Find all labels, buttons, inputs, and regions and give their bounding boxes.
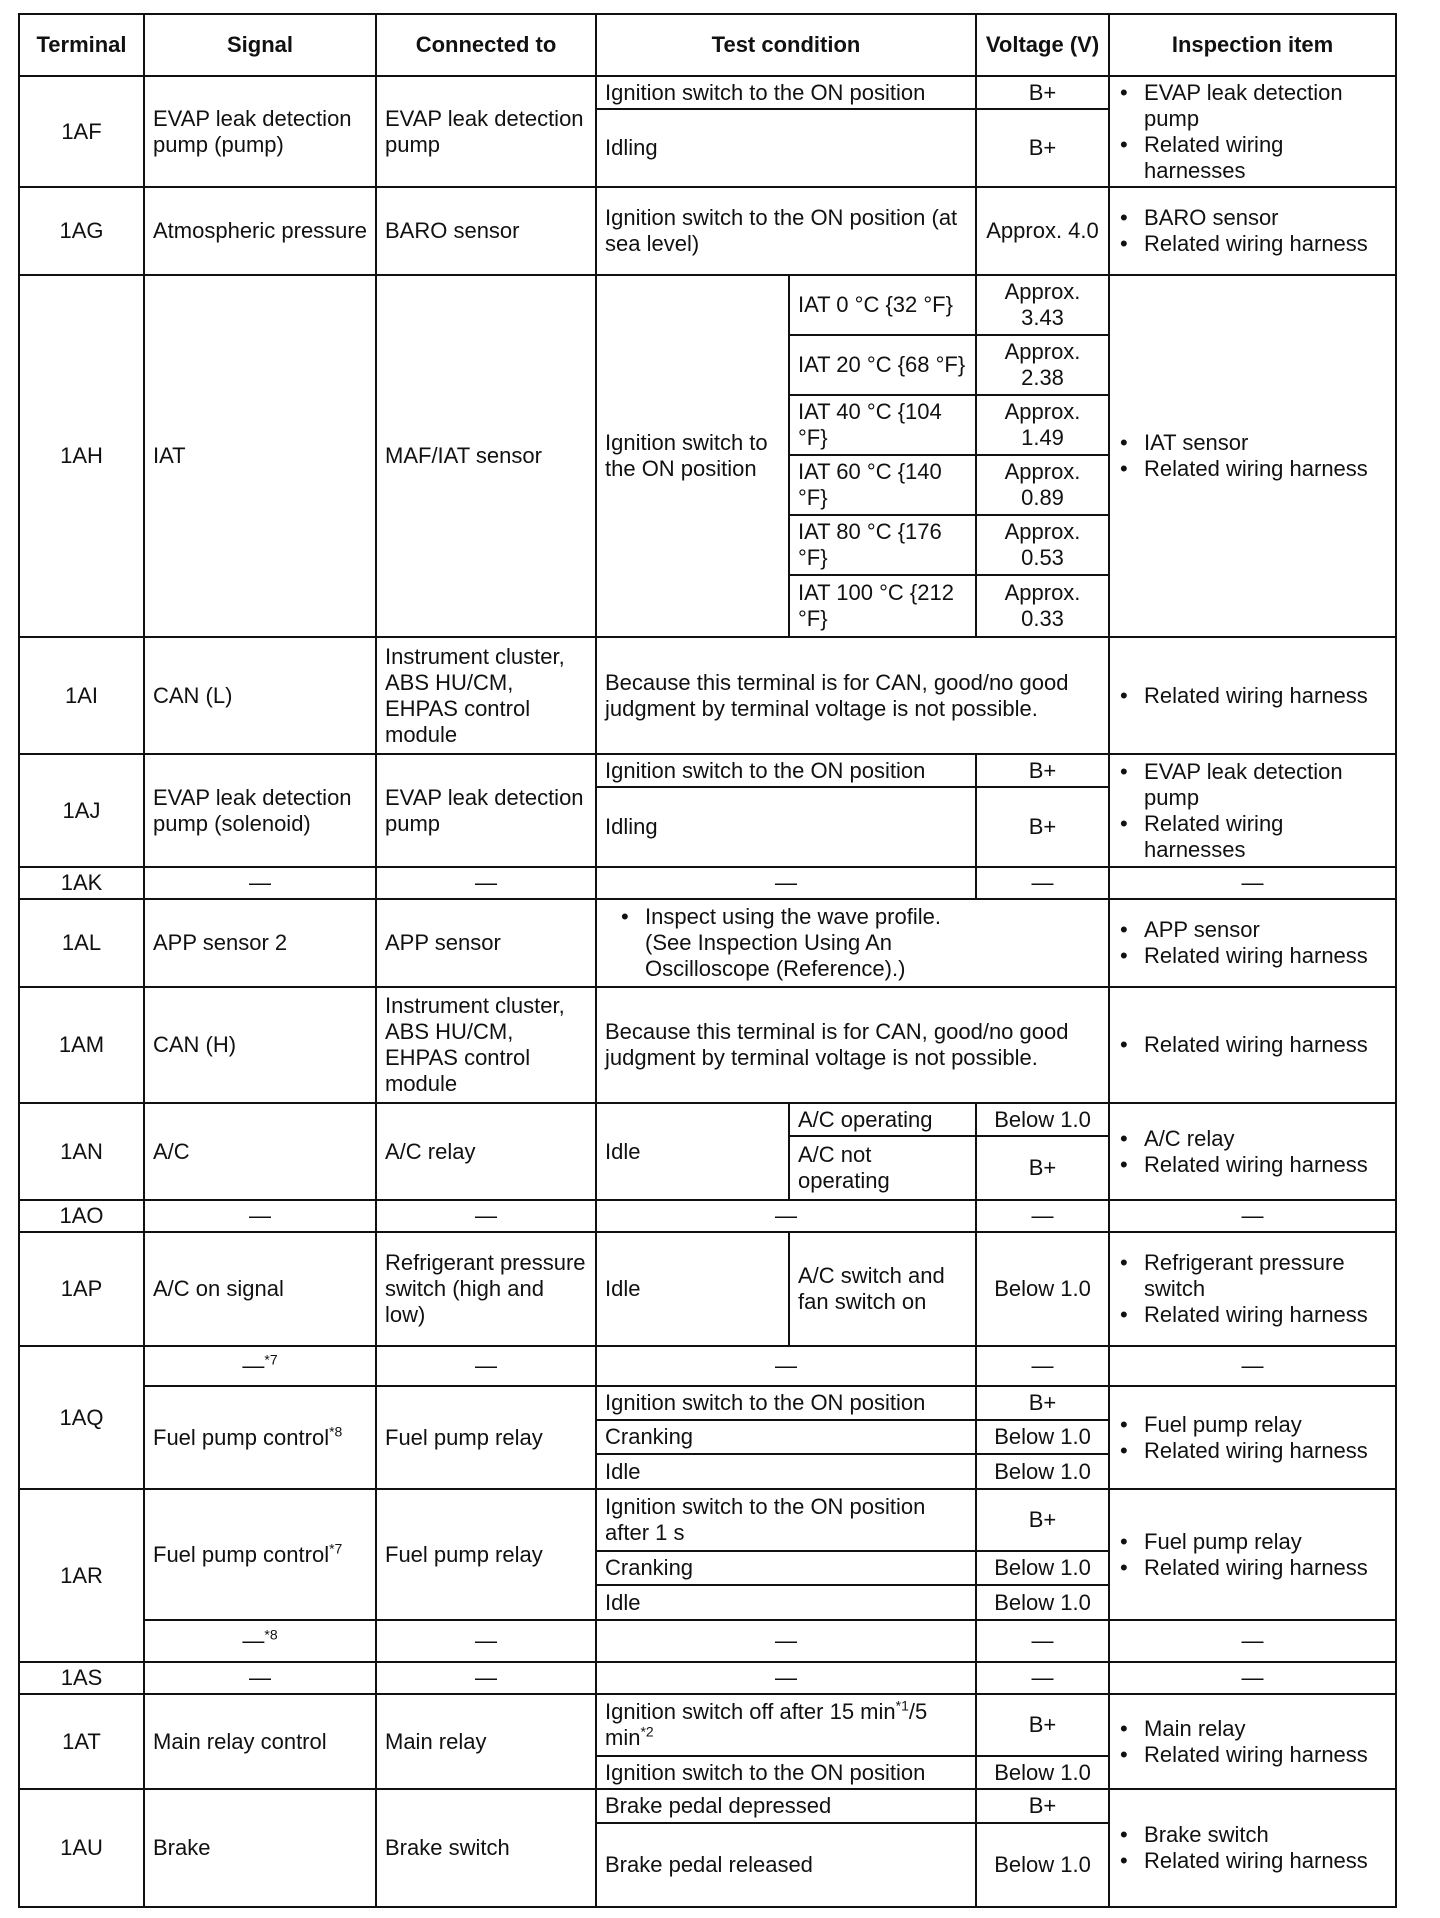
header-row bbox=[19, 14, 1396, 76]
terminal-cell: 1AL bbox=[19, 899, 144, 987]
connected-to-cell: — bbox=[376, 1346, 596, 1386]
signal-cell bbox=[144, 1620, 376, 1662]
condition-cell: — bbox=[596, 1346, 976, 1386]
signal-cell: CAN (L) bbox=[144, 637, 376, 754]
connected-to-cell: BARO sensor bbox=[376, 187, 596, 275]
signal-cell: CAN (H) bbox=[144, 987, 376, 1103]
connected-to-cell: Instrument cluster, ABS HU/CM, EHPAS control module bbox=[376, 987, 596, 1103]
condition-cell bbox=[596, 1694, 976, 1756]
inspection-cell bbox=[1109, 754, 1396, 867]
inspection-item: • APP sensor bbox=[1144, 917, 1387, 943]
signal-cell bbox=[144, 1489, 376, 1620]
inspection-cell bbox=[1109, 1232, 1396, 1346]
footnote-ref: *7 bbox=[264, 1351, 278, 1368]
voltage-cell: B+ bbox=[976, 1386, 1109, 1420]
subcondition-cell: IAT 20 °C {68 °F} bbox=[789, 335, 976, 395]
signal-cell: — bbox=[144, 867, 376, 899]
voltage-cell: B+ bbox=[976, 1789, 1109, 1823]
signal-cell: EVAP leak detection pump (pump) bbox=[144, 76, 376, 187]
terminal-cell: 1AR bbox=[19, 1489, 144, 1662]
condition-cell: Brake pedal depressed bbox=[596, 1789, 976, 1823]
header-signal: Signal bbox=[144, 14, 376, 76]
connected-to-cell: Instrument cluster, ABS HU/CM, EHPAS control module bbox=[376, 637, 596, 754]
condition-cell: Ignition switch to the ON position after 1 s bbox=[596, 1489, 976, 1551]
inspection-item: • Related wiring harness bbox=[1144, 1302, 1387, 1328]
inspection-item: • Related wiring harness bbox=[1144, 1438, 1387, 1464]
header-terminal: Terminal bbox=[19, 14, 144, 76]
signal-cell: APP sensor 2 bbox=[144, 899, 376, 987]
voltage-cell: Below 1.0 bbox=[976, 1232, 1109, 1346]
inspection-cell bbox=[1109, 899, 1396, 987]
inspection-item: • Brake switch bbox=[1144, 1822, 1387, 1848]
signal-text: Fuel pump control bbox=[153, 1424, 330, 1450]
table-row bbox=[19, 754, 1396, 787]
inspection-cell bbox=[1109, 637, 1396, 754]
inspection-item: • Related wiring harness bbox=[1144, 231, 1387, 257]
inspection-item: • Related wiring harnesses bbox=[1144, 132, 1387, 184]
connected-to-cell: — bbox=[376, 1620, 596, 1662]
connected-to-cell: EVAP leak detection pump bbox=[376, 754, 596, 867]
terminal-cell: 1AP bbox=[19, 1232, 144, 1346]
voltage-cell: B+ bbox=[976, 1136, 1109, 1200]
inspection-cell: — bbox=[1109, 1346, 1396, 1386]
inspection-cell bbox=[1109, 987, 1396, 1103]
table-row bbox=[19, 1346, 1396, 1386]
inspection-item: • Related wiring harness bbox=[1144, 683, 1387, 709]
voltage-cell: Approx. 0.33 bbox=[976, 575, 1109, 637]
inspection-cell: — bbox=[1109, 1662, 1396, 1694]
inspection-item: • Related wiring harness bbox=[1144, 1152, 1387, 1178]
connected-to-cell: MAF/IAT sensor bbox=[376, 275, 596, 637]
table-row bbox=[19, 1789, 1396, 1823]
inspection-item: • Refrigerant pressure switch bbox=[1144, 1250, 1387, 1302]
subcondition-cell: IAT 100 °C {212 °F} bbox=[789, 575, 976, 637]
condition-cell: — bbox=[596, 1662, 976, 1694]
signal-cell: A/C bbox=[144, 1103, 376, 1200]
subcondition-cell: A/C switch and fan switch on bbox=[789, 1232, 976, 1346]
voltage-cell: — bbox=[976, 1662, 1109, 1694]
voltage-cell: Below 1.0 bbox=[976, 1551, 1109, 1585]
terminal-cell: 1AQ bbox=[19, 1346, 144, 1489]
connected-to-cell: Fuel pump relay bbox=[376, 1489, 596, 1620]
voltage-cell: Approx. 1.49 bbox=[976, 395, 1109, 455]
inspection-item: • BARO sensor bbox=[1144, 205, 1387, 231]
voltage-cell: — bbox=[976, 1200, 1109, 1232]
footnote-ref: *1 bbox=[895, 1697, 909, 1714]
table-row bbox=[19, 1662, 1396, 1694]
inspection-item: • Main relay bbox=[1144, 1716, 1387, 1742]
inspection-item: • Related wiring harness bbox=[1144, 1848, 1387, 1874]
voltage-cell: Below 1.0 bbox=[976, 1103, 1109, 1136]
table-row bbox=[19, 1694, 1396, 1756]
table-row bbox=[19, 1103, 1396, 1136]
condition-item: • Inspect using the wave profile. (See Inspection Using An Oscilloscope (Reference).) bbox=[645, 904, 988, 982]
condition-cell: Brake pedal released bbox=[596, 1823, 976, 1907]
inspection-cell bbox=[1109, 1694, 1396, 1789]
inspection-cell bbox=[1109, 1386, 1396, 1489]
table-row bbox=[19, 637, 1396, 754]
inspection-item: • Related wiring harnesses bbox=[1144, 811, 1387, 863]
inspection-item: • EVAP leak detection pump bbox=[1144, 80, 1387, 132]
condition-cell: Ignition switch to the ON position bbox=[596, 754, 976, 787]
terminal-cell: 1AI bbox=[19, 637, 144, 754]
table-row bbox=[19, 275, 1396, 335]
connected-to-cell: Brake switch bbox=[376, 1789, 596, 1907]
inspection-item: • Fuel pump relay bbox=[1144, 1412, 1387, 1438]
signal-cell: Atmospheric pressure bbox=[144, 187, 376, 275]
condition-cell: Idle bbox=[596, 1454, 976, 1489]
condition-cell: — bbox=[596, 1200, 976, 1232]
voltage-cell: — bbox=[976, 867, 1109, 899]
voltage-cell: Approx. 0.53 bbox=[976, 515, 1109, 575]
voltage-cell: B+ bbox=[976, 787, 1109, 867]
footnote-ref: *7 bbox=[329, 1540, 343, 1557]
condition-cell: Ignition switch to the ON position (at sea level) bbox=[596, 187, 976, 275]
signal-cell: EVAP leak detection pump (solenoid) bbox=[144, 754, 376, 867]
terminal-cell: 1AT bbox=[19, 1694, 144, 1789]
signal-cell: — bbox=[144, 1200, 376, 1232]
condition-cell: — bbox=[596, 867, 976, 899]
voltage-cell: Approx. 4.0 bbox=[976, 187, 1109, 275]
voltage-cell: B+ bbox=[976, 109, 1109, 187]
terminal-cell: 1AH bbox=[19, 275, 144, 637]
subcondition-cell: A/C operating bbox=[789, 1103, 976, 1136]
terminal-cell: 1AO bbox=[19, 1200, 144, 1232]
footnote-ref: *8 bbox=[329, 1423, 343, 1440]
connected-to-cell: A/C relay bbox=[376, 1103, 596, 1200]
signal-text: Fuel pump control bbox=[153, 1541, 330, 1567]
table-row bbox=[19, 187, 1396, 275]
voltage-cell: B+ bbox=[976, 754, 1109, 787]
inspection-cell: — bbox=[1109, 1620, 1396, 1662]
terminal-cell: 1AM bbox=[19, 987, 144, 1103]
inspection-item: • EVAP leak detection pump bbox=[1144, 759, 1387, 811]
condition-text: Ignition switch off after 15 min bbox=[605, 1699, 896, 1724]
terminal-cell: 1AG bbox=[19, 187, 144, 275]
condition-cell: Because this terminal is for CAN, good/no good judgment by terminal voltage is not possible. bbox=[596, 637, 1109, 754]
condition-cell: — bbox=[596, 1620, 976, 1662]
inspection-cell bbox=[1109, 1789, 1396, 1907]
header-connected-to: Connected to bbox=[376, 14, 596, 76]
voltage-cell: Approx. 3.43 bbox=[976, 275, 1109, 335]
signal-cell: A/C on signal bbox=[144, 1232, 376, 1346]
connected-to-cell: APP sensor bbox=[376, 899, 596, 987]
terminal-cell: 1AN bbox=[19, 1103, 144, 1200]
inspection-item: • Fuel pump relay bbox=[1144, 1529, 1387, 1555]
signal-cell: — bbox=[144, 1662, 376, 1694]
condition-cell: Ignition switch to the ON position bbox=[596, 275, 789, 637]
condition-cell bbox=[596, 899, 1109, 987]
voltage-cell: — bbox=[976, 1346, 1109, 1386]
condition-cell: Idling bbox=[596, 109, 976, 187]
connected-to-cell: EVAP leak detection pump bbox=[376, 76, 596, 187]
table-row bbox=[19, 1232, 1396, 1346]
table-row bbox=[19, 899, 1396, 987]
footnote-ref: *2 bbox=[640, 1723, 654, 1740]
signal-cell: IAT bbox=[144, 275, 376, 637]
terminal-cell: 1AS bbox=[19, 1662, 144, 1694]
voltage-cell: B+ bbox=[976, 1489, 1109, 1551]
inspection-item: • Related wiring harness bbox=[1144, 1555, 1387, 1581]
inspection-item: • IAT sensor bbox=[1144, 430, 1387, 456]
condition-cell: Cranking bbox=[596, 1420, 976, 1454]
condition-cell: Ignition switch to the ON position bbox=[596, 1756, 976, 1789]
voltage-cell: Below 1.0 bbox=[976, 1454, 1109, 1489]
subcondition-cell: IAT 0 °C {32 °F} bbox=[789, 275, 976, 335]
subcondition-cell: A/C not operating bbox=[789, 1136, 976, 1200]
voltage-cell: Below 1.0 bbox=[976, 1585, 1109, 1620]
condition-cell: Cranking bbox=[596, 1551, 976, 1585]
connected-to-cell: Refrigerant pressure switch (high and low) bbox=[376, 1232, 596, 1346]
inspection-item: • Related wiring harness bbox=[1144, 456, 1387, 482]
header-test-condition: Test condition bbox=[596, 14, 976, 76]
terminal-cell: 1AU bbox=[19, 1789, 144, 1907]
signal-cell: Main relay control bbox=[144, 1694, 376, 1789]
header-voltage: Voltage (V) bbox=[976, 14, 1109, 76]
voltage-cell: Below 1.0 bbox=[976, 1823, 1109, 1907]
signal-dash: — bbox=[242, 1628, 265, 1653]
terminal-cell: 1AK bbox=[19, 867, 144, 899]
table-row bbox=[19, 76, 1396, 109]
inspection-cell bbox=[1109, 1103, 1396, 1200]
voltage-cell: Approx. 0.89 bbox=[976, 455, 1109, 515]
condition-cell: Because this terminal is for CAN, good/no good judgment by terminal voltage is not possible. bbox=[596, 987, 1109, 1103]
footnote-ref: *8 bbox=[264, 1626, 278, 1643]
condition-cell: Ignition switch to the ON position bbox=[596, 1386, 976, 1420]
terminal-cell: 1AJ bbox=[19, 754, 144, 867]
voltage-cell: — bbox=[976, 1620, 1109, 1662]
subcondition-cell: IAT 80 °C {176 °F} bbox=[789, 515, 976, 575]
voltage-cell: B+ bbox=[976, 1694, 1109, 1756]
inspection-cell bbox=[1109, 1489, 1396, 1620]
signal-cell: Brake bbox=[144, 1789, 376, 1907]
header-inspection-item: Inspection item bbox=[1109, 14, 1396, 76]
table-row bbox=[19, 867, 1396, 899]
condition-cell: Idle bbox=[596, 1585, 976, 1620]
inspection-cell bbox=[1109, 275, 1396, 637]
inspection-cell bbox=[1109, 76, 1396, 187]
voltage-cell: Below 1.0 bbox=[976, 1756, 1109, 1789]
terminal-voltage-table bbox=[18, 13, 1397, 1908]
inspection-item: • Related wiring harness bbox=[1144, 1742, 1387, 1768]
inspection-item: • A/C relay bbox=[1144, 1126, 1387, 1152]
signal-dash: — bbox=[242, 1353, 265, 1378]
table-row bbox=[19, 1200, 1396, 1232]
subcondition-cell: IAT 60 °C {140 °F} bbox=[789, 455, 976, 515]
table-row bbox=[19, 987, 1396, 1103]
table-row bbox=[19, 1386, 1396, 1420]
condition-cell: Ignition switch to the ON position bbox=[596, 76, 976, 109]
subcondition-cell: IAT 40 °C {104 °F} bbox=[789, 395, 976, 455]
voltage-cell: Below 1.0 bbox=[976, 1420, 1109, 1454]
table-row bbox=[19, 1489, 1396, 1551]
connected-to-cell: — bbox=[376, 867, 596, 899]
connected-to-cell: Main relay bbox=[376, 1694, 596, 1789]
condition-cell: Idle bbox=[596, 1103, 789, 1200]
connected-to-cell: — bbox=[376, 1200, 596, 1232]
inspection-item: • Related wiring harness bbox=[1144, 1032, 1387, 1058]
signal-cell bbox=[144, 1386, 376, 1489]
voltage-cell: B+ bbox=[976, 76, 1109, 109]
table-row bbox=[19, 1620, 1396, 1662]
inspection-item: • Related wiring harness bbox=[1144, 943, 1387, 969]
voltage-cell: Approx. 2.38 bbox=[976, 335, 1109, 395]
connected-to-cell: Fuel pump relay bbox=[376, 1386, 596, 1489]
inspection-cell bbox=[1109, 187, 1396, 275]
inspection-cell: — bbox=[1109, 867, 1396, 899]
condition-cell: Idle bbox=[596, 1232, 789, 1346]
terminal-cell: 1AF bbox=[19, 76, 144, 187]
connected-to-cell: — bbox=[376, 1662, 596, 1694]
inspection-cell: — bbox=[1109, 1200, 1396, 1232]
condition-text: /5 min bbox=[605, 1699, 928, 1750]
condition-cell: Idling bbox=[596, 787, 976, 867]
signal-cell bbox=[144, 1346, 376, 1386]
